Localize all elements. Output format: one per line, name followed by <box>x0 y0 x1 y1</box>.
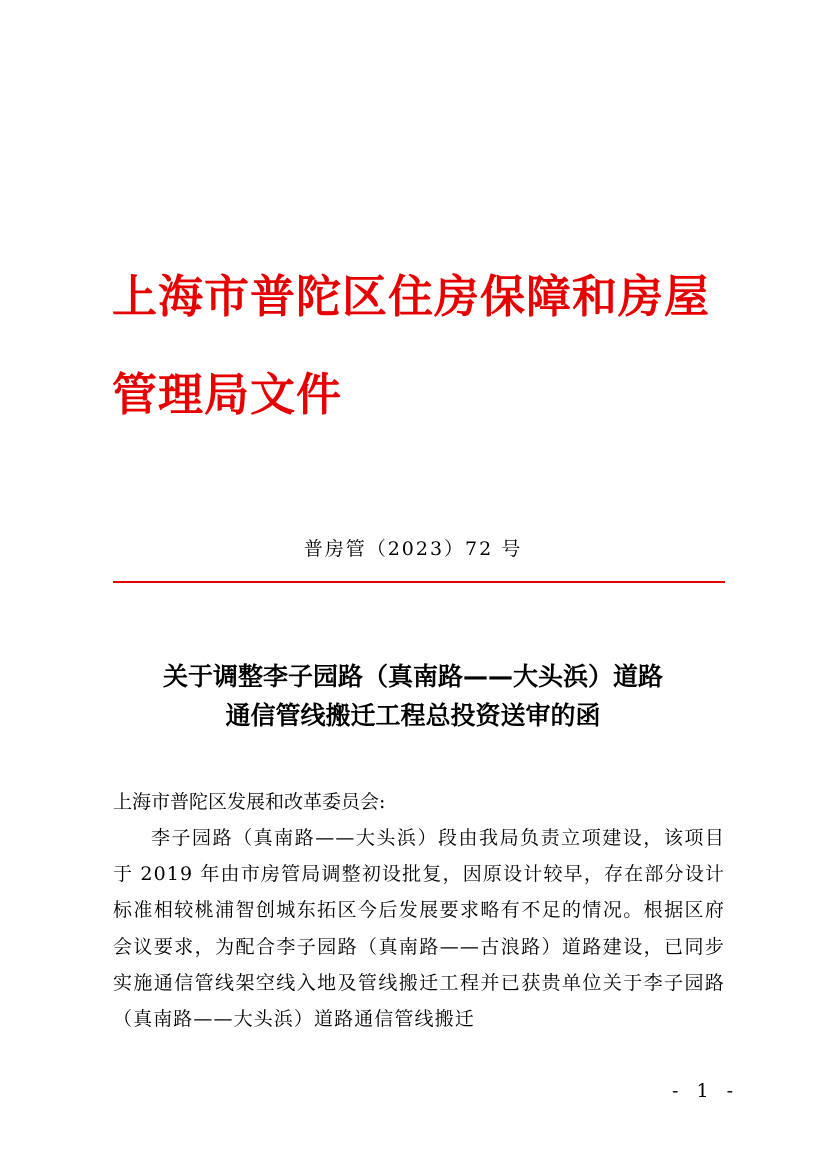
body-paragraph: 李子园路（真南路——大头浜）段由我局负责立项建设，该项目于 2019 年由市房管局调整初设批复，因原设计较早，存在部分设计标准相较桃浦智创城东拓区今后发展要求略有不足的情况。根据区府会议要求，为配合李子园路（真南路——古浪路）道路建设，已同步实施通信管线架空线入地及管线搬迁工程并已获贵单位关于李子园路（真南路——大头浜）道路通信管线搬迁 <box>113 827 725 1031</box>
issuing-authority-title: 上海市普陀区住房保障和房屋管理局文件 <box>112 270 711 421</box>
page-number: - 1 - <box>672 1080 740 1102</box>
document-number: 普房管（2023）72 号 <box>303 538 523 560</box>
salutation: 上海市普陀区发展和改革委员会: <box>113 791 386 813</box>
red-divider-line <box>113 581 725 583</box>
letter-title <box>100 657 726 735</box>
letter-title-line-1: 关于调整李子园路（真南路——大头浜）道路 <box>162 662 663 691</box>
letter-title-line-2: 通信管线搬迁工程总投资送审的函 <box>225 701 601 730</box>
